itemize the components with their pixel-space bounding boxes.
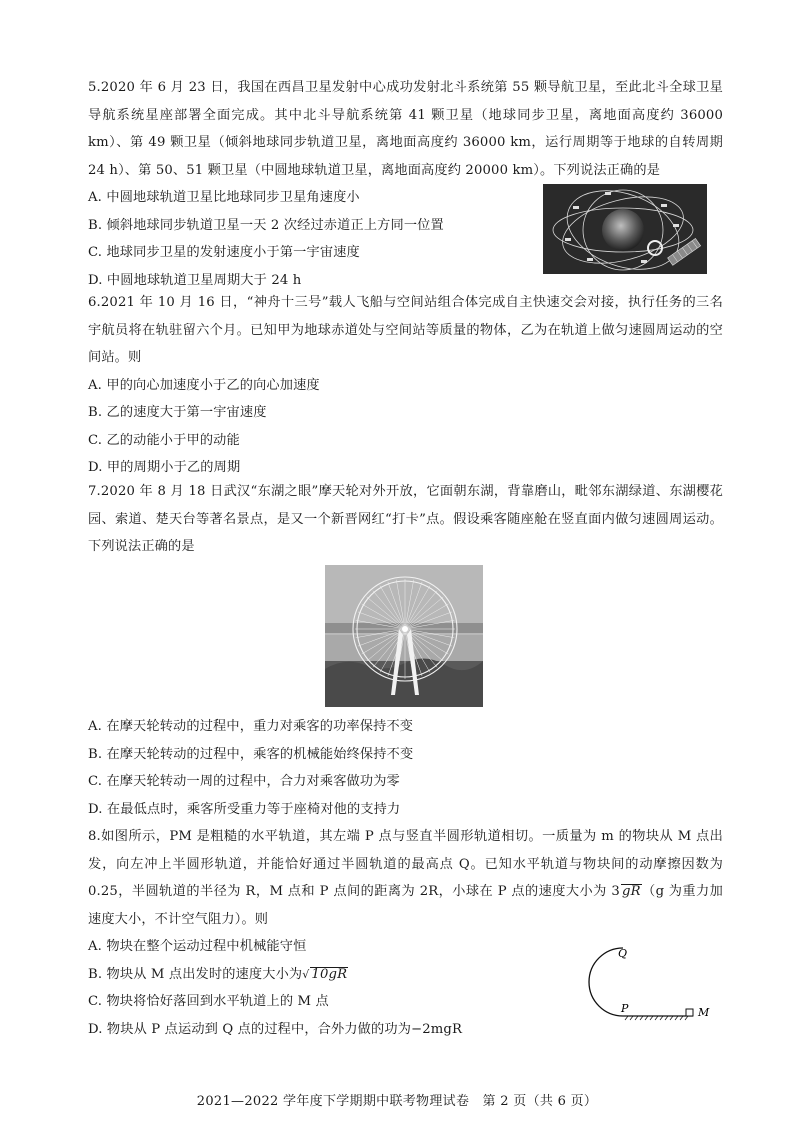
question-8-option-d: D. 物块从 P 点运动到 Q 点的过程中，合外力做的功为−2mgR	[88, 1021, 463, 1037]
question-8-sqrt-gr: gR	[621, 884, 641, 899]
question-7-option-c: C. 在摩天轮转动一周的过程中，合力对乘客做功为零	[88, 774, 400, 789]
question-7-options	[88, 713, 723, 823]
question-7-stem: 7.2020 年 8 月 18 日武汉“东湖之眼”摩天轮对外开放，它面朝东湖，背靠磨山，毗邻东湖绿道、东湖樱花园、索道、楚天台等著名景点，是又一个新晋网红“打卡”点。假设乘客随座舱在竖直面内做匀速圆周运动。下列说法正确的是	[88, 484, 723, 554]
question-8-option-c: C. 物块将恰好落回到水平轨道上的 M 点	[88, 994, 329, 1009]
question-7-option-a: A. 在摩天轮转动的过程中，重力对乘客的功率保持不变	[88, 719, 414, 734]
question-6-option-a: A. 甲的向心加速度小于乙的向心加速度	[88, 377, 320, 393]
question-6-option-c: C. 乙的动能小于甲的动能	[88, 432, 240, 448]
label-p: P	[621, 1002, 629, 1015]
question-5-option-d: D. 中圆地球轨道卫星周期大于 24 h	[88, 272, 302, 288]
question-8-option-b-sqrt: 10gR	[311, 966, 348, 982]
question-5-option-b: B. 倾斜地球同步轨道卫星一天 2 次经过赤道正上方同一位置	[88, 217, 444, 233]
question-8-stem-a: 8.如图所示，PM 是粗糙的水平轨道，其左端 P 点与竖直半圆形轨道相切。一质量为 m 的物块从 M 点出发，向左冲上半圆形轨道，并能恰好通过半圆轨道的最高点 Q。已知水平轨道与物块间的动摩擦因数为 0.25，半圆轨道的半径为 R，M 点和 P 点间的距离为 2R，小球在 P 点的速度大小为 3	[88, 829, 723, 899]
question-6-stem: 6.2021 年 10 月 16 日，“神舟十三号”载人飞船与空间站组合体完成自主快速交会对接，执行任务的三名宇航员将在轨驻留六个月。已知甲为地球赤道处与空间站等质量的物体，乙为在轨道上做匀速圆周运动的空间站。则	[88, 295, 723, 365]
question-8-stem	[88, 823, 723, 933]
satellite-orbit-image	[543, 184, 707, 274]
question-5-stem: 5.2020 年 6 月 23 日，我国在西昌卫星发射中心成功发射北斗系统第 55 颗导航卫星，至此北斗全球卫星导航系统星座部署全面完成。其中北斗导航系统第 41 颗卫星（地球同步卫星，离地面高度约 36000 km）、第 49 颗卫星（倾斜地球同步轨道卫星，离地面高度约 36000 km，运行周期等于地球的自转周期 24 h）、第 50、51 颗卫星（中圆地球轨道卫星，离地面高度约 20000 km）。下列说法正确的是	[88, 80, 723, 178]
question-8-option-a: A. 物块在整个运动过程中机械能守恒	[88, 939, 307, 954]
ferris-wheel-image	[325, 565, 483, 707]
label-m: M	[698, 1006, 710, 1019]
question-8-option-b-text: B. 物块从 M 点出发时的速度大小为	[88, 966, 303, 982]
question-8-option-b: B. 物块从 M 点出发时的速度大小为√ 10gR	[88, 966, 348, 982]
question-6-option-d: D. 甲的周期小于乙的周期	[88, 460, 241, 475]
question-5-option-c: C. 地球同步卫星的发射速度小于第一宇宙速度	[88, 245, 360, 260]
semicircle-track-diagram	[575, 934, 715, 1024]
question-6-option-b: B. 乙的速度大于第一宇宙速度	[88, 405, 267, 420]
label-q: Q	[618, 947, 628, 960]
question-5-option-a: A. 中圆地球轨道卫星比地球同步卫星角速度小	[88, 190, 360, 205]
question-7-option-d: D. 在最低点时，乘客所受重力等于座椅对他的支持力	[88, 801, 401, 817]
question-7	[88, 478, 723, 561]
question-8-stem-b: （g 为重力加速度大小，不计空气阻力）。则	[88, 884, 724, 927]
question-7-option-b: B. 在摩天轮转动的过程中，乘客的机械能始终保持不变	[88, 746, 414, 762]
page-footer: 2021—2022 学年度下学期期中联考物理试卷 第 2 页（共 6 页）	[196, 1094, 598, 1109]
question-6	[88, 289, 723, 482]
